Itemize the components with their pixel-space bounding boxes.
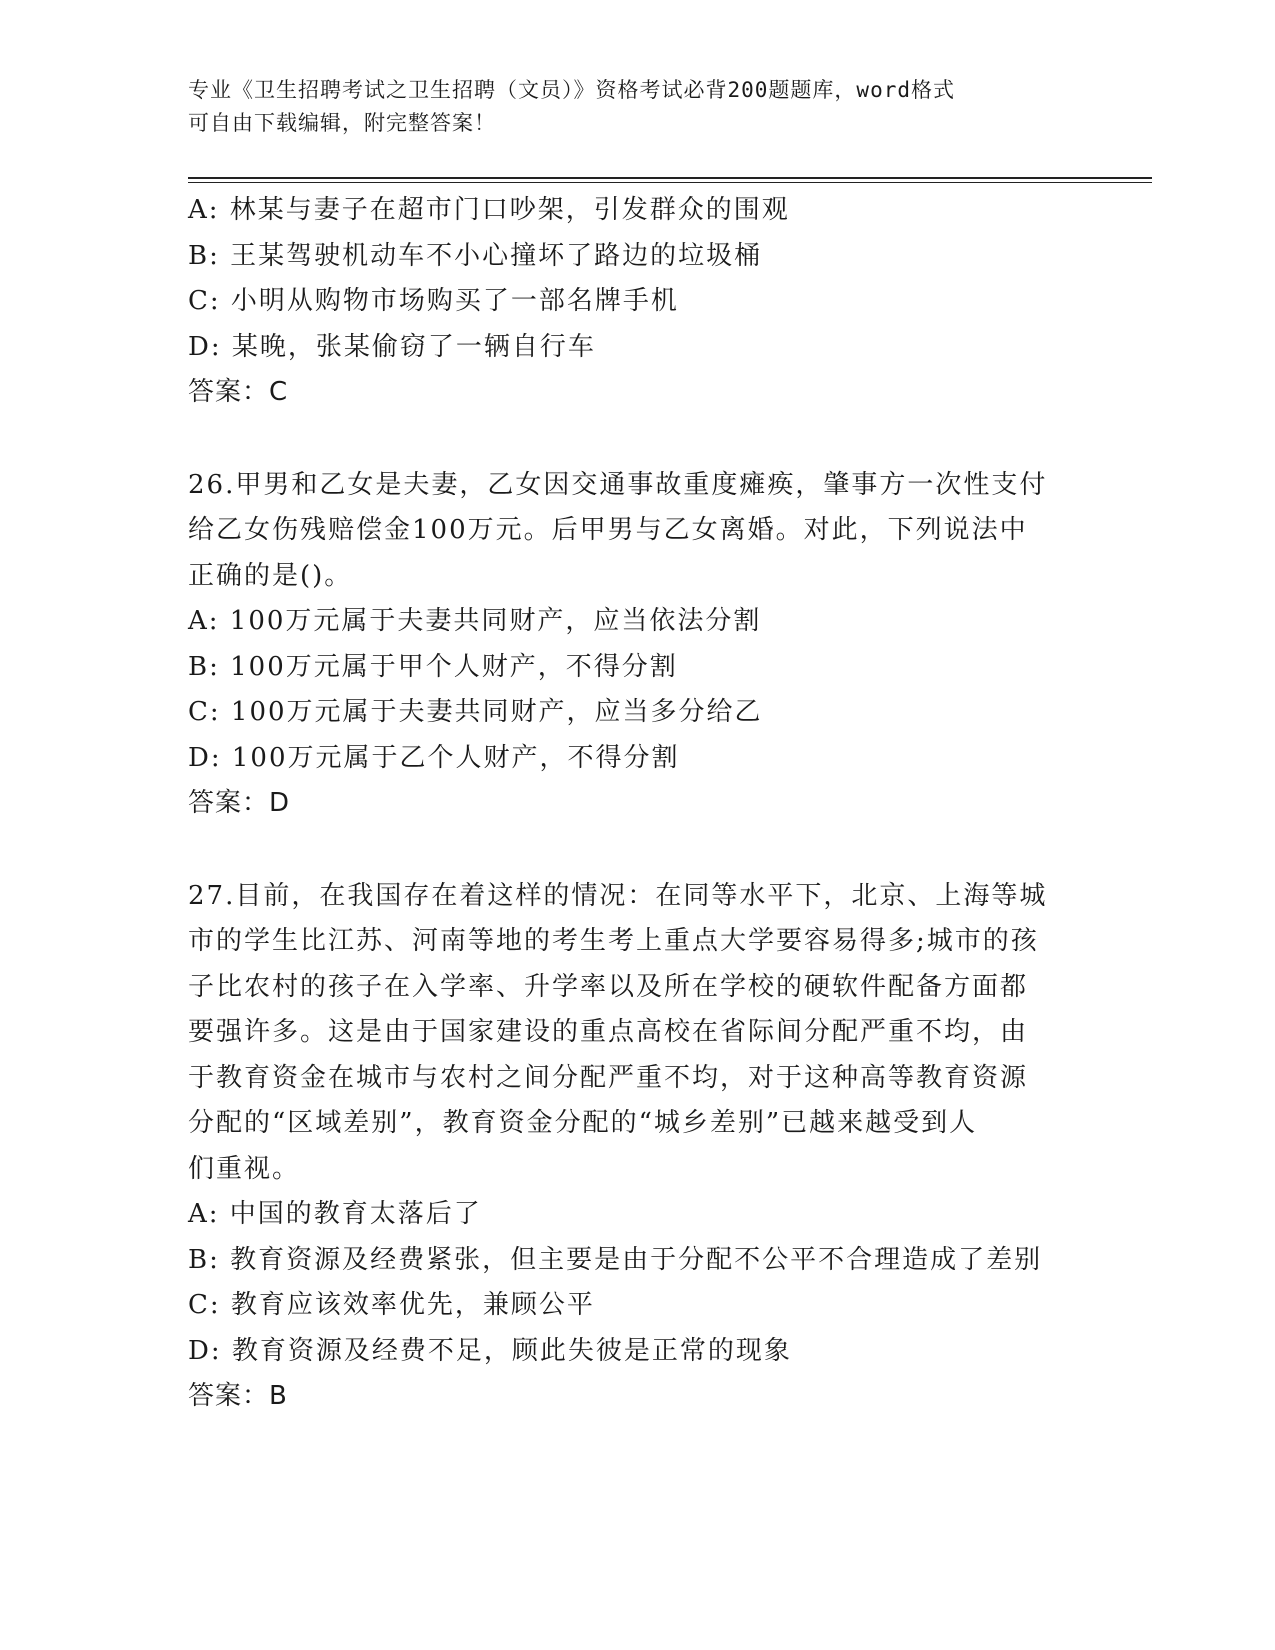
option-a: A: 100万元属于夫妻共同财产，应当依法分割	[188, 606, 762, 636]
header-title-line-2: 可自由下载编辑，附完整答案！	[188, 111, 496, 135]
document-header	[188, 74, 1068, 140]
option-a: A: 林某与妻子在超市门口吵架，引发群众的围观	[188, 195, 790, 225]
answer-line: 答案：C	[188, 377, 289, 407]
option-c: C: 教育应该效率优先，兼顾公平	[188, 1290, 595, 1320]
question-stem-line: 市的学生比江苏、河南等地的考生考上重点大学要容易得多;城市的孩	[188, 926, 1039, 956]
header-divider-thin	[188, 182, 1152, 183]
option-d: D: 教育资源及经费不足，顾此失彼是正常的现象	[188, 1335, 792, 1366]
option-b: B: 100万元属于甲个人财产，不得分割	[188, 651, 678, 682]
question-content	[188, 188, 1088, 1420]
option-b: B: 王某驾驶机动车不小心撞坏了路边的垃圾桶	[188, 240, 763, 271]
question-stem-line: 给乙女伤残赔偿金100万元。后甲男与乙女离婚。对此，下列说法中	[188, 515, 1028, 545]
question-stem-line: 26.甲男和乙女是夫妻，乙女因交通事故重度瘫痪，肇事方一次性支付	[188, 469, 1048, 500]
question-27-block	[188, 874, 1088, 1420]
question-stem-line: 分配的“区域差别”，教育资金分配的“城乡差别”已越来越受到人	[188, 1108, 978, 1138]
question-stem-line: 于教育资金在城市与农村之间分配严重不均，对于这种高等教育资源	[188, 1062, 1029, 1093]
answer-line: 答案：B	[188, 1381, 288, 1411]
question-stem-line: 要强许多。这是由于国家建设的重点高校在省际间分配严重不均，由	[188, 1017, 1029, 1047]
option-a: A: 中国的教育太落后了	[188, 1199, 482, 1229]
question-stem-line: 们重视。	[188, 1153, 301, 1184]
spacer	[188, 827, 1088, 874]
answer-line: 答案：D	[188, 788, 291, 818]
option-d: D: 100万元属于乙个人财产，不得分割	[188, 742, 680, 773]
question-26-block	[188, 463, 1088, 827]
question-stem-line: 子比农村的孩子在入学率、升学率以及所在学校的硬软件配备方面都	[188, 971, 1029, 1002]
header-divider-thick	[188, 177, 1152, 179]
question-stem-line: 27.目前，在我国存在着这样的情况：在同等水平下，北京、上海等城	[188, 880, 1048, 911]
header-title-line-1: 专业《卫生招聘考试之卫生招聘（文员）》资格考试必背200题题库，word格式	[188, 78, 955, 102]
question-stem-line: 正确的是()。	[188, 560, 353, 591]
option-c: C: 小明从购物市场购买了一部名牌手机	[188, 286, 679, 316]
option-c: C: 100万元属于夫妻共同财产，应当多分给乙	[188, 697, 763, 727]
option-d: D: 某晚，张某偷窃了一辆自行车	[188, 331, 596, 362]
question-25-block	[188, 188, 1088, 416]
spacer	[188, 416, 1088, 463]
option-b: B: 教育资源及经费紧张，但主要是由于分配不公平不合理造成了差别	[188, 1244, 1043, 1275]
